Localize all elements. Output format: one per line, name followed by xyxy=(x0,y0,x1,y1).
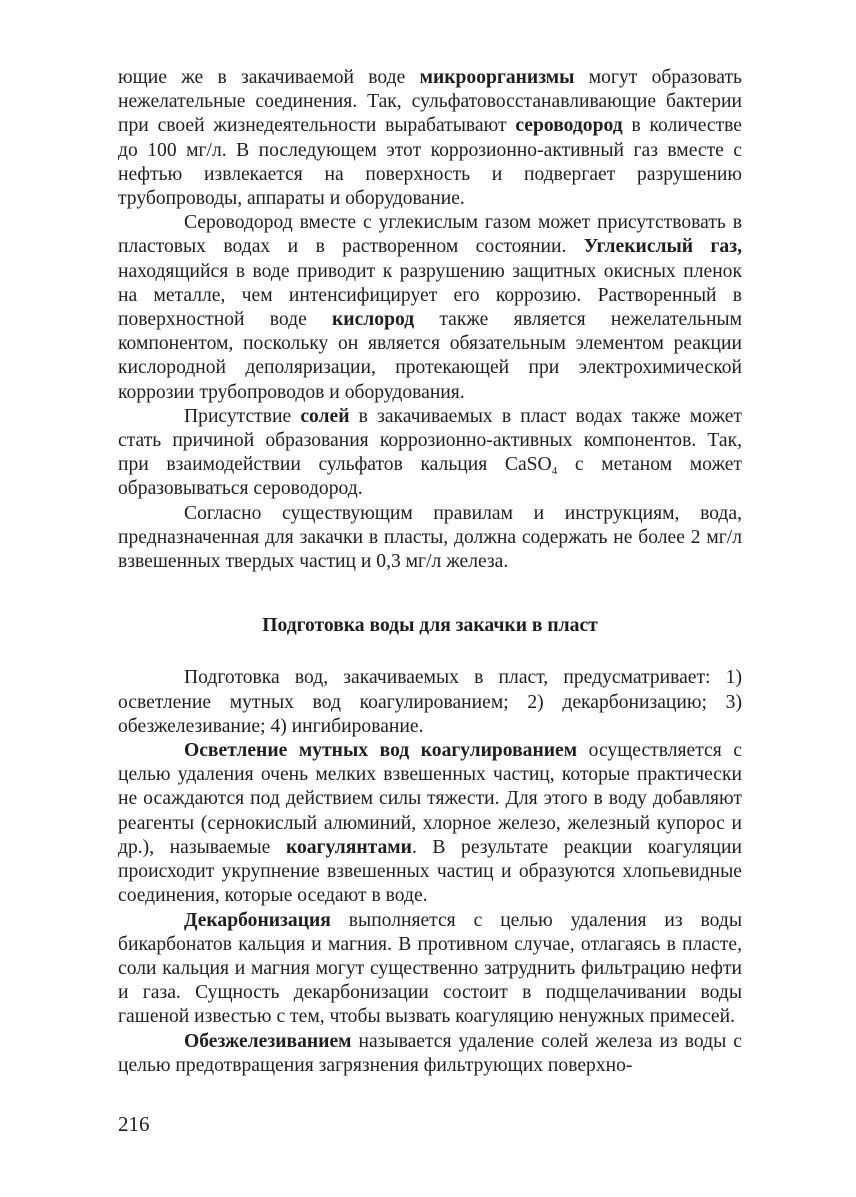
paragraph xyxy=(118,211,742,405)
section-heading xyxy=(118,614,742,638)
text-run: находящийся в воде приводит к разрушению защитных окисных пленок на металле, чем интенсифицирует его коррозию. Растворенный в поверхностной воде xyxy=(118,260,742,331)
bold-term: Обезжелезиванием xyxy=(184,1030,352,1052)
bold-term: кислород xyxy=(332,309,415,331)
text-run: в количестве до 100 мг/л. В последующем этот коррозионно-активный газ вместе с нефтью извлекается на поверхность и подвергает разрушению трубопроводы, аппараты и оборудование. xyxy=(118,115,742,210)
page-body xyxy=(118,66,742,1078)
text-run: осуществляется с целью удаления очень мелких взвешенных частиц, которые практически не осаждаются под действием силы тяжести. Для этого в воду добавляют реагенты (сернокислый алюминий, хлорное железо, железный купорос и др.), называемые xyxy=(118,740,742,858)
paragraph xyxy=(118,66,742,211)
paragraph xyxy=(118,909,742,1030)
bold-term: Углекислый газ, xyxy=(583,236,742,258)
text-run: Присутствие xyxy=(184,405,301,427)
paragraph xyxy=(118,405,742,502)
bold-term: Осветление мутных вод коагулированием xyxy=(184,740,578,762)
paragraph xyxy=(118,666,742,739)
paragraph xyxy=(118,502,742,575)
page-number: 216 xyxy=(118,1112,150,1136)
bold-term: микроорганизмы xyxy=(419,67,575,88)
text-run: . В результате реакции коагуляции происходит укрупнение взвешенных частиц и образуются хлопьевидные соединения, которые оседают в воде. xyxy=(118,836,742,907)
bold-term: сероводород xyxy=(515,115,623,137)
text-run: Сероводород вместе с углекислым газом может присутствовать в пластовых водах и в растворенном состоянии. xyxy=(118,212,742,258)
text-run: называется удаление солей железа из воды с целью предотвращения загрязнения фильтрующих поверхно- xyxy=(118,1030,742,1076)
bold-term: коагулянтами xyxy=(285,836,412,858)
paragraph xyxy=(118,1030,742,1078)
text-run: Подготовка вод, закачиваемых в пласт, предусматривает: 1) осветление мутных вод коагулированием; 2) декарбонизацию; 3) обезжелезивание; 4) ингибирование. xyxy=(118,667,742,737)
text-run: также является нежелательным компонентом, поскольку он является обязательным элементом реакции кислородной деполяризации, протекающей при электрохимической коррозии трубопроводов и оборудования. xyxy=(118,309,742,403)
text-run: могут образовать нежелательные соединения. Так, сульфатовосстанавливающие бактерии при своей жизнедеятельности вырабатывают xyxy=(118,67,742,137)
text-run: с метаном может образовываться сероводород. xyxy=(118,454,742,500)
text-run: в закачиваемых в пласт водах также может стать причиной образования коррозионно-активных компонентов. Так, при взаимодействии сульфатов кальция CaSO xyxy=(118,405,742,476)
text-run: Согласно существующим правилам и инструкциям, вода, предназначенная для закачки в пласты, должна содержать не более 2 мг/л взвешенных твердых частиц и 0,3 мг/л железа. xyxy=(118,502,742,573)
text-run: ющие же в закачиваемой воде xyxy=(118,67,420,88)
text-run: выполняется с целью удаления из воды бикарбонатов кальция и магния. В противном случае, отлагаясь в пласте, соли кальция и магния могут существенно затруднить фильтрацию нефти и газа. Сущность декарбонизации состоит в подщелачивании воды гашеной известью с тем, чтобы вызвать коагуляцию ненужных примесей. xyxy=(118,909,742,1028)
subscript: 4 xyxy=(551,465,558,478)
bold-term: солей xyxy=(300,405,350,427)
paragraph xyxy=(118,739,742,908)
bold-term: Подготовка воды для закачки в пласт xyxy=(262,615,598,637)
bold-term: Декарбонизация xyxy=(184,909,331,931)
